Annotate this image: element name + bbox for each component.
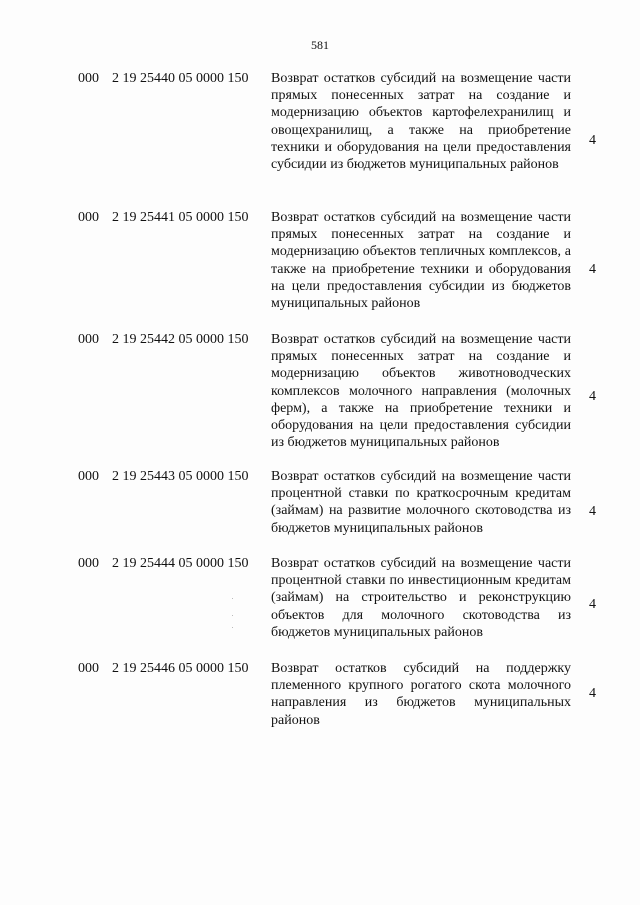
classification-code: 2 19 25442 05 0000 150 [112,332,249,347]
admin-code: 000 [78,332,99,347]
scan-speck [232,627,233,628]
admin-code: 000 [78,661,99,676]
income-description: Возврат остатков субсидий на возмещение части процентной ставки по инвестиционным кредитам (займам) на строительство и реконструкцию объектов для молочного скотоводства из бюджетов муниципальных районов [271,556,571,640]
income-description: Возврат остатков субсидий на поддержку племенного крупного рогатого скота молочного направления из бюджетов муниципальных районов [271,661,571,728]
admin-code: 000 [78,71,99,86]
admin-code: 000 [78,556,99,571]
classification-code: 2 19 25444 05 0000 150 [112,556,249,571]
scan-speck [232,615,233,616]
income-description: Возврат остатков субсидий на возмещение части прямых понесенных затрат на создание и модернизацию объектов картофелехранилищ и овощехранилищ, а также на приобретение техники и оборудования на цели предоставления субсидии из бюджетов муниципальных районов [271,71,571,173]
classification-code: 2 19 25446 05 0000 150 [112,661,249,676]
distribution-norm: 4 [589,389,596,404]
classification-code: 2 19 25440 05 0000 150 [112,71,249,86]
distribution-norm: 4 [589,504,596,519]
classification-code: 2 19 25441 05 0000 150 [112,210,249,225]
admin-code: 000 [78,469,99,484]
income-description: Возврат остатков субсидий на возмещение части процентной ставки по краткосрочным кредитам (займам) на развитие молочного скотоводства из бюджетов муниципальных районов [271,469,571,536]
distribution-norm: 4 [589,133,596,148]
scan-speck [232,598,233,599]
admin-code: 000 [78,210,99,225]
classification-code: 2 19 25443 05 0000 150 [112,469,249,484]
page-number: 581 [311,38,329,52]
income-description: Возврат остатков субсидий на возмещение части прямых понесенных затрат на создание и модернизацию объектов животноводческих комплексов молочного направления (молочных ферм), а также на приобретение техники и оборудования на цели предоставления субсидии из бюджетов муниципальных районов [271,332,571,451]
distribution-norm: 4 [589,686,596,701]
distribution-norm: 4 [589,597,596,612]
distribution-norm: 4 [589,262,596,277]
income-description: Возврат остатков субсидий на возмещение части прямых понесенных затрат на создание и модернизацию объектов тепличных комплексов, а также на приобретение техники и оборудования на цели предоставления субсидии из бюджетов муниципальных районов [271,210,571,312]
